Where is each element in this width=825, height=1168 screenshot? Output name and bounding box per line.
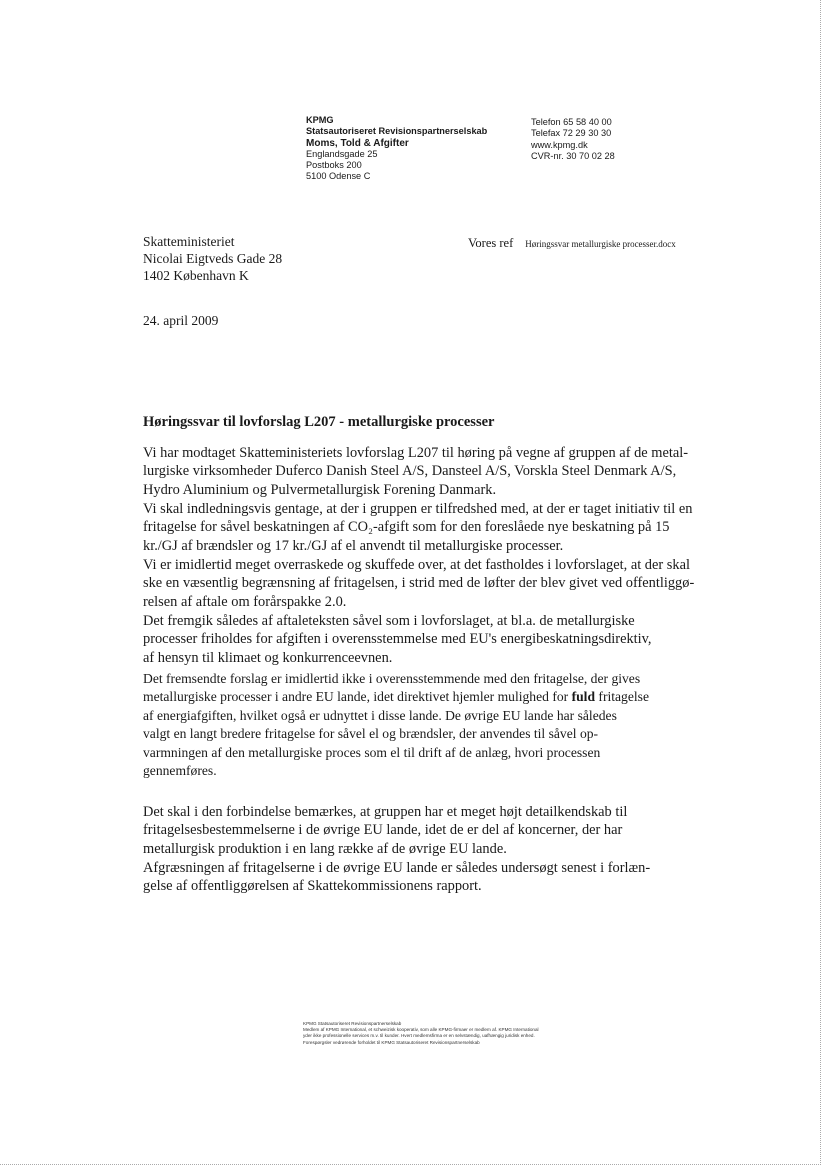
text-line: Det fremsendte forslag er imidlertid ikke i overensstemmende med den fritagelse, der gives (143, 671, 641, 686)
paragraph-7 (143, 859, 650, 896)
text-line: varmningen af den metallurgiske proces som el til drift af de anlæg, hvori processen (143, 744, 601, 760)
recipient-line: Skatteministeriet (143, 234, 235, 249)
paragraph-1 (143, 444, 688, 499)
letterhead-company (306, 115, 487, 183)
text-line: Det skal i den forbindelse bemærkes, at gruppen har et meget højt detailkendskab til (143, 804, 628, 820)
recipient-address (143, 233, 282, 284)
text-line: af energiafgiften, hvilket også er udnyttet i disse lande. De øvrige EU lande har således (143, 707, 617, 723)
company-name: KPMG (306, 115, 334, 125)
text-line: gennemføres. (143, 763, 217, 779)
text-line: af hensyn til klimaet og konkurrenceevnen. (143, 649, 393, 666)
paragraph-6 (143, 803, 627, 858)
text-line: lurgiske virksomheder Duferco Danish Steel A/S, Dansteel A/S, Vorskla Steel Denmark A/S, (143, 463, 677, 480)
letter-date: 24. april 2009 (143, 313, 219, 328)
text-line: Afgræsningen af fritagelserne i de øvrige EU lande er således undersøgt senest i forlæn- (143, 860, 651, 876)
footer-line: Medlem af KPMG International, et schweizisk kooperativ, som alle KPMG-firmaer er medlem af. KPMG International (303, 1027, 539, 1033)
letterhead-contact (531, 117, 615, 162)
reference (468, 236, 676, 251)
company-legal-name: Statsautoriseret Revisionspartnerselskab (306, 126, 488, 137)
text-line: Vi skal indledningsvis gentage, at der i gruppen er tilfredshed med, at der er taget initiativ til en (143, 501, 693, 517)
text-line: Hydro Aluminium og Pulvermetallurgisk Forening Danmark. (143, 481, 497, 498)
text-line: relsen af aftale om forårspakke 2.0. (143, 593, 347, 610)
letter-title: Høringssvar til lovforslag L207 - metallurgiske processer (143, 414, 495, 430)
footer-line: yder ikke professionelle services m.v. til kunder. Hvert medlemsfirma er en selvstændig, uafhængig juridisk enhed. (303, 1033, 535, 1039)
phone: Telefon 65 58 40 00 (531, 117, 612, 127)
footer (303, 1021, 539, 1046)
footer-line: Forespørgsler vedrørende forholdet til KPMG Statsautoriseret Revisionspartnerselskab (303, 1039, 480, 1045)
text-line: kr./GJ af brændsler og 17 kr./GJ af el anvendt til metallurgiske processer. (143, 537, 564, 554)
recipient-line: Nicolai Eigtveds Gade 28 (143, 251, 283, 266)
website: www.kpmg.dk (531, 139, 588, 150)
paragraph-5 (143, 670, 649, 780)
street: Englandsgade 25 (306, 148, 378, 159)
reference-value: Høringssvar metallurgiske processer.docx (525, 239, 676, 249)
text-line: metallurgisk produktion i en lang række af de øvrige EU lande. (143, 840, 507, 857)
recipient-line: 1402 København K (143, 268, 249, 283)
text-line: processer friholdes for afgiften i overensstemmelse med EU's energibeskatningsdirektiv, (143, 631, 652, 648)
reference-label: Vores ref (468, 236, 514, 250)
text-line: ske en væsentlig begrænsning af fritagelsen, i strid med de løfter der blev givet ved offentliggø- (143, 575, 695, 592)
po-box: Postboks 200 (306, 160, 362, 171)
footer-line: KPMG Statsautoriseret Revisionspartnerselskab (303, 1021, 402, 1026)
city: 5100 Odense C (306, 171, 371, 182)
text-line: Vi er imidlertid meget overraskede og skuffede over, at det fastholdes i lovforslaget, at der skal (143, 557, 690, 573)
cvr-number: CVR-nr. 30 70 02 28 (531, 150, 615, 161)
text-line: Det fremgik således af aftaleteksten såvel som i lovforslaget, at bl.a. de metallurgiske (143, 613, 635, 629)
fax: Telefax 72 29 30 30 (531, 128, 612, 139)
text-line: gelse af offentliggørelsen af Skattekommissionens rapport. (143, 878, 482, 895)
department: Moms, Told & Afgifter (306, 137, 409, 149)
emphasis: fuld (571, 689, 596, 705)
paragraph-2 (143, 500, 692, 555)
paragraph-4 (143, 612, 652, 667)
text-line: valgt en langt bredere fritagelse for såvel el og brændsler, der anvendes til såvel op- (143, 726, 599, 742)
paragraph-3 (143, 556, 694, 611)
text-line: Vi har modtaget Skatteministeriets lovforslag L207 til høring på vegne af gruppen af de metal- (143, 445, 689, 461)
text-line: fritagelse for såvel beskatningen af CO₂-afgift som for den foreslåede nye beskatning på 15 (143, 519, 670, 536)
text-line: fritagelsesbestemmelserne i de øvrige EU lande, idet de er del af koncerner, der har (143, 822, 623, 839)
text-line: metallurgiske processer i andre EU lande, idet direktivet hjemler mulighed for fuld fritagelse (143, 689, 649, 705)
